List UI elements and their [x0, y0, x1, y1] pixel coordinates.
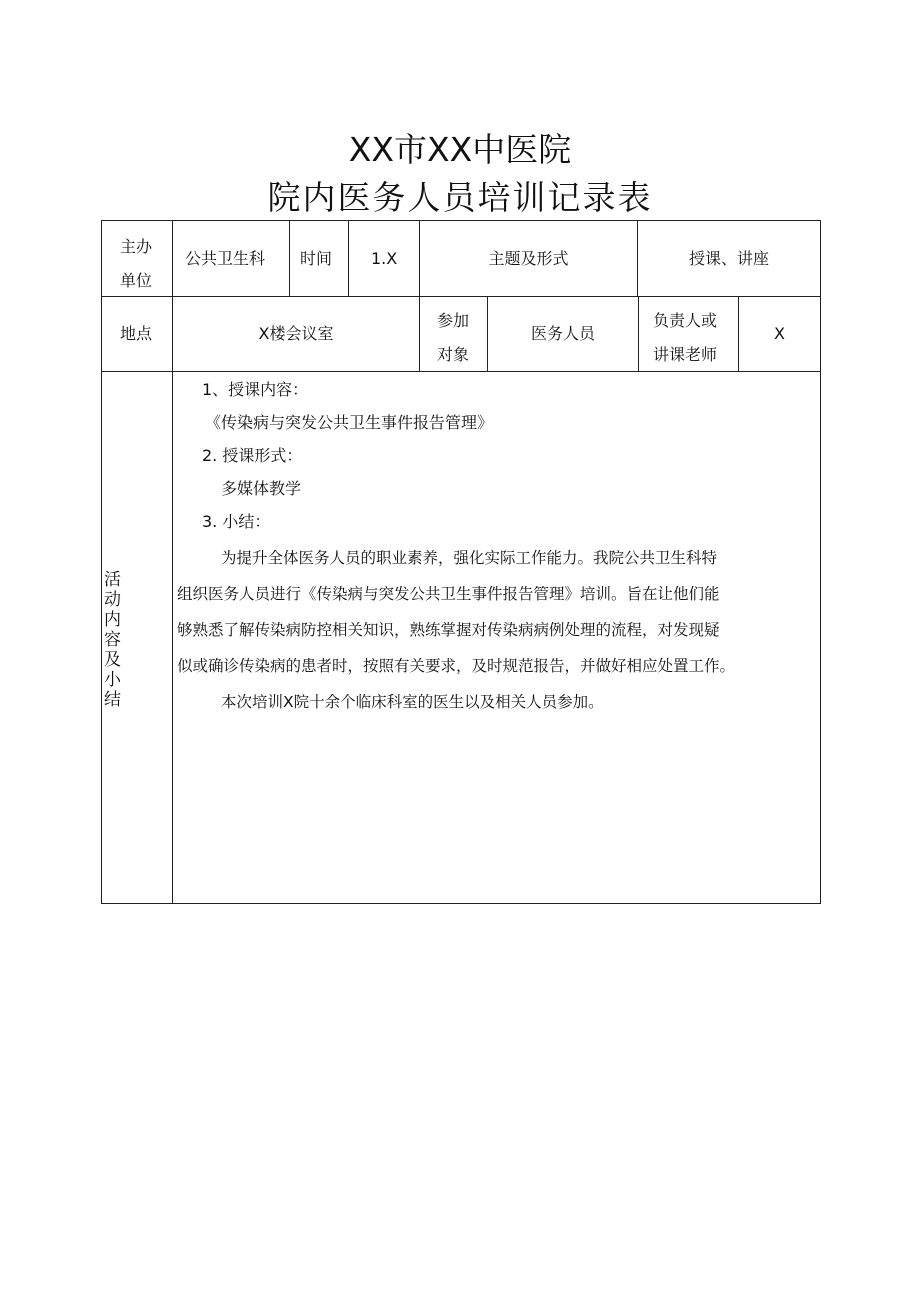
summary-line-4: 似或确诊传染病的患者时，按照有关要求，及时规范报告，并做好相应处置工作。 [177, 657, 736, 675]
content-heading-2: 2. 授课形式： [202, 446, 303, 465]
time-value: 1.X [371, 249, 398, 268]
activity-label: 活动内容及小结 [104, 570, 121, 710]
summary-line-5: 本次培训X院十余个临床科室的医生以及相关人员参加。 [221, 693, 604, 711]
summary-line-3: 够熟悉了解传染病防控相关知识，熟练掌握对传染病病例处理的流程，对发现疑 [177, 621, 720, 639]
place-label: 地点 [120, 324, 153, 343]
leader-label-line2: 讲课老师 [653, 345, 718, 364]
row2-divider-participants-value [638, 296, 639, 371]
participants-label-line2: 对象 [437, 345, 470, 364]
place-value: X楼会议室 [258, 324, 334, 343]
content-heading-1: 1、授课内容： [202, 380, 309, 399]
row1-divider-host [289, 220, 290, 296]
summary-line-1: 为提升全体医务人员的职业素养，强化实际工作能力。我院公共卫生科特 [221, 549, 718, 567]
theme-value: 授课、讲座 [688, 249, 769, 268]
leader-value: X [774, 324, 785, 343]
form-title: 院内医务人员培训记录表 [267, 178, 653, 217]
row-divider-1 [101, 296, 821, 297]
leader-label [653, 304, 717, 372]
content-format: 多媒体教学 [221, 479, 302, 498]
content-heading-3: 3. 小结： [202, 512, 271, 531]
summary-line-2: 组织医务人员进行《传染病与突发公共卫生事件报告管理》培训。旨在让他们能 [177, 585, 720, 603]
host-label-line1: 主办 [120, 237, 153, 256]
participants-label-line1: 参加 [437, 311, 470, 330]
leader-label-line1: 负责人或 [653, 311, 718, 330]
theme-label: 主题及形式 [488, 249, 569, 268]
hospital-title: XX市XX中医院 [348, 130, 572, 169]
time-label: 时间 [300, 249, 333, 268]
host-label-line2: 单位 [120, 271, 153, 290]
host-label [120, 230, 152, 298]
content-course-title: 《传染病与突发公共卫生事件报告管理》 [205, 413, 494, 432]
participants-label [437, 304, 469, 372]
host-value: 公共卫生科 [185, 249, 266, 268]
participants-value: 医务人员 [530, 324, 595, 343]
row1-divider-time-label [348, 220, 349, 296]
